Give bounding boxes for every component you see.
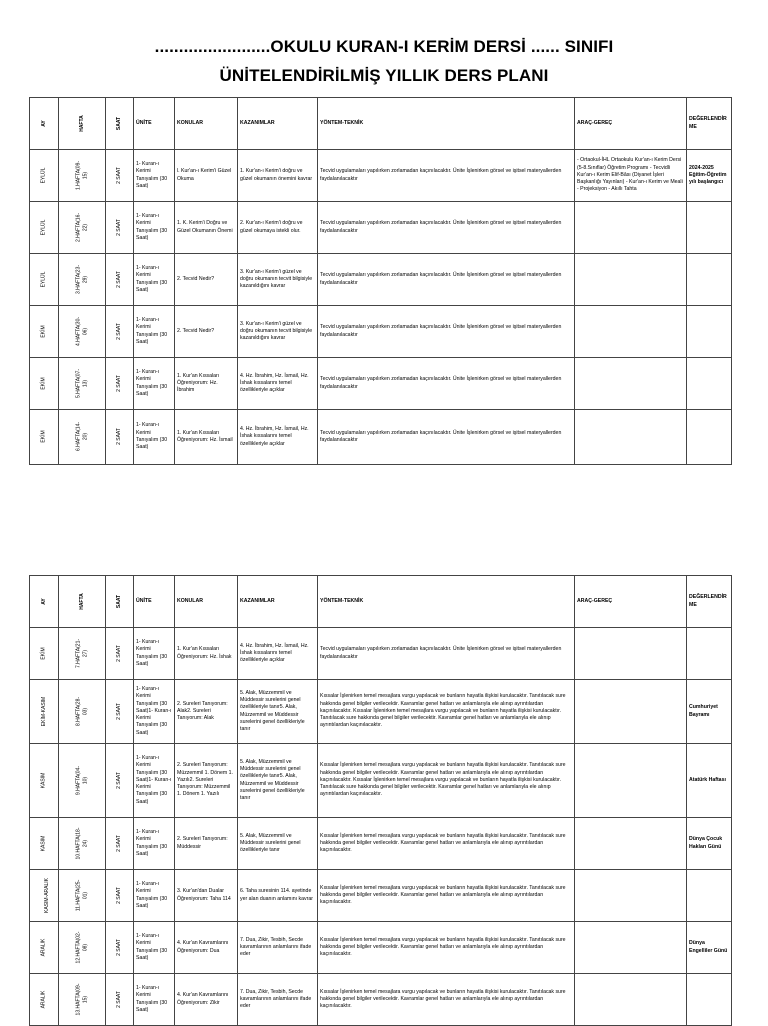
header-saat [106,576,134,628]
header-degerlendirme: DEĞERLENDİRME [687,576,732,628]
cell-saat-text: 2 SAAT [115,374,122,392]
cell-ay [30,150,59,202]
cell-saat-text: 2 SAAT [115,702,122,720]
cell-arac [575,410,687,465]
cell-ay [30,254,59,306]
cell-saat [106,922,134,974]
cell-konu: 2. Sureleri Tanıyorum: Alak2. Sureleri Tanıyorum: Alak [175,680,238,744]
cell-yontem: Tecvid uygulamaları yapılırken zorlamadan kaçınılacaktır. Ünite İşlenirken görsel ve işitsel materyallerden faydalanılacaktır [318,306,575,358]
cell-saat [106,680,134,744]
table-row [30,744,732,818]
cell-arac [575,818,687,870]
cell-hafta-text: 10.HAFTA(18-24) [75,827,88,860]
cell-yontem: Kıssalar İşlenirken temel mesajlara vurgu yapılacak ve bunların hayatla ilişkisi kurulacaktır. Tanıtılacak sure hakkında genel bilgiler verilecektir. Kavramlar genel hatları ve anlamlarıyla ele alınıp ayrıntılardan kaçınılacaktır. [318,870,575,922]
cell-arac [575,744,687,818]
cell-degerlendirme [687,628,732,680]
table-row [30,974,732,1026]
table-row [30,410,732,465]
cell-ay-text: EYLÜL [40,271,47,288]
cell-arac [575,922,687,974]
cell-ay-text: KASIM [40,772,47,789]
table-row [30,870,732,922]
cell-kazanim: 5. Alak, Müzzemmil ve Müddessir surelerini genel özellikleriyle tanır5. Alak, Müzzemmil ve Müddessir surelerini genel özellikleriyle tanır [238,744,318,818]
cell-konu: 2. Sureleri Tanıyorum: Müddessir [175,818,238,870]
cell-yontem: Kıssalar İşlenirken temel mesajlara vurgu yapılacak ve bunların hayatla ilişkisi kurulacaktır. Tanıtılacak sure hakkında genel bilgiler verilecektir. Kavramlar genel hatları ve anlamlarıyla ele alınıp ayrıntılardan kaçınılacaktır. [318,818,575,870]
document-title: ........................OKULU KURAN-I KERİM DERSİ ...... SINIFI [154,37,614,56]
cell-hafta [59,150,106,202]
cell-unite: 1- Kuran-ı Kerimi Tanıyalım (30 Saat) [134,202,175,254]
cell-saat [106,150,134,202]
cell-saat [106,818,134,870]
cell-hafta [59,628,106,680]
table-header-row [30,576,732,628]
cell-hafta-text: 13.HAFTA(09-15) [75,983,88,1016]
cell-konu: 2. Tecvid Nedir? [175,254,238,306]
table-row [30,150,732,202]
cell-ay-text: EYLÜL [40,219,47,236]
cell-saat-text: 2 SAAT [115,166,122,184]
cell-kazanim: 7. Dua, Zikir, Tesbih, Secde kavramlarının anlamlarını ifade eder [238,974,318,1026]
cell-kazanim: 3. Kur'an-ı Kerim'i güzel ve doğru okumanın tecvit bilgisiyle kazanıldığını kavrar [238,306,318,358]
cell-degerlendirme: Atatürk Haftası [687,744,732,818]
cell-ay [30,410,59,465]
cell-hafta-text: 12.HAFTA(02-08) [75,931,88,964]
cell-saat [106,306,134,358]
header-arac-gerec: ARAÇ-GEREÇ [575,98,687,150]
cell-unite: 1- Kuran-ı Kerimi Tanıyalım (30 Saat) [134,870,175,922]
cell-arac [575,628,687,680]
header-yontem-teknik: YÖNTEM-TEKNİK [318,576,575,628]
cell-saat [106,358,134,410]
cell-unite: 1- Kuran-ı Kerimi Tanıyalım (30 Saat) [134,974,175,1026]
cell-hafta-text: 1.HAFTA(09-15) [75,160,88,190]
cell-ay [30,974,59,1026]
header-konular: KONULAR [175,576,238,628]
table-row [30,306,732,358]
cell-ay [30,202,59,254]
cell-saat-text: 2 SAAT [115,428,122,446]
cell-hafta-text: 8.HAFTA(28-03) [75,696,88,726]
cell-hafta-text: 6.HAFTA(14-20) [75,422,88,452]
cell-unite: 1- Kuran-ı Kerimi Tanıyalım (30 Saat)1- Kuran-ı Kerimi Tanıyalım (30 Saat) [134,680,175,744]
cell-kazanim: 4. Hz. İbrahim, Hz. İsmail, Hz. İshak kıssalarını temel özellikleriyle açıklar [238,358,318,410]
cell-arac [575,254,687,306]
cell-kazanim: 3. Kur'an-ı Kerim'i güzel ve doğru okumanın tecvit bilgisiyle kazanıldığını kavrar [238,254,318,306]
header-arac-gerec: ARAÇ-GEREÇ [575,576,687,628]
cell-degerlendirme [687,306,732,358]
cell-yontem: Kıssalar İşlenirken temel mesajlara vurgu yapılacak ve bunların hayatla ilişkisi kurulacaktır. Tanıtılacak sure hakkında genel bilgiler verilecektir. Kavramlar genel hatları ve anlamlarıyla ele alınıp ayrıntılardan kaçınılacaktır. Kıssalar İşlenirken temel mesajlara vurgu yapılacak ve bunların hayatla ilişkisi kurulacaktır. Tanıtılacak sure hakkında genel bilgiler verilecektir. Kavramlar genel hatları ve anlamlarıyla ele alınıp ayrıntılardan kaçınılacaktır. [318,744,575,818]
header-ay-text: AY [40,598,47,605]
cell-hafta [59,202,106,254]
cell-arac [575,358,687,410]
cell-hafta-text: 9.HAFTA(04-10) [75,765,88,795]
cell-hafta-text: 3.HAFTA(23-29) [75,264,88,294]
cell-hafta [59,870,106,922]
cell-saat-text: 2 SAAT [115,938,122,956]
cell-yontem: Tecvid uygulamaları yapılırken zorlamadan kaçınılacaktır. Ünite İşlenirken görsel ve işitsel materyallerden faydalanılacaktır [318,410,575,465]
cell-unite: 1- Kuran-ı Kerimi Tanıyalım (30 Saat) [134,150,175,202]
cell-ay-text: ARALIK [40,990,47,1009]
header-hafta [59,576,106,628]
cell-unite: 1- Kuran-ı Kerimi Tanıyalım (30 Saat) [134,254,175,306]
cell-konu: l. Kur'an-ı Kerim'i Güzel Okuma [175,150,238,202]
header-kazanimlar: KAZANIMLAR [238,98,318,150]
cell-konu: 2. Sureleri Tanıyorum: Müzzemmil 1. Dönem 1. Yazılı2. Sureleri Tanıyorum: Müzzemmil 1. Dönem 1. Yazılı [175,744,238,818]
cell-hafta [59,410,106,465]
cell-kazanim: 7. Dua, Zikir, Tesbih, Secde kavramlarının anlamlarını ifade eder [238,922,318,974]
header-hafta [59,98,106,150]
cell-ay-text: EKİM-KASIM [41,696,48,727]
header-ay [30,98,59,150]
cell-saat-text: 2 SAAT [115,886,122,904]
cell-unite: 1- Kuran-ı Kerimi Tanıyalım (30 Saat) [134,818,175,870]
cell-ay [30,680,59,744]
cell-hafta [59,974,106,1026]
cell-ay-text: ARALIK [40,938,47,957]
cell-arac [575,974,687,1026]
cell-yontem: Kıssalar İşlenirken temel mesajlara vurgu yapılacak ve bunların hayatla ilişkisi kurulacaktır. Tanıtılacak sure hakkında genel bilgiler verilecektir. Kavramlar genel hatları ve anlamlarıyla ele alınıp ayrıntılardan kaçınılacaktır. [318,922,575,974]
cell-ay-text: EKİM [40,377,47,390]
cell-hafta-text: 7.HAFTA(21-27) [75,638,88,668]
cell-yontem: Tecvid uygulamaları yapılırken zorlamadan kaçınılacaktır. Ünite İşlenirken görsel ve işitsel materyallerden faydalanılacaktır [318,254,575,306]
cell-arac [575,870,687,922]
cell-arac [575,306,687,358]
header-konular: KONULAR [175,98,238,150]
header-saat [106,98,134,150]
cell-hafta [59,680,106,744]
cell-hafta [59,358,106,410]
cell-degerlendirme [687,202,732,254]
cell-ay [30,818,59,870]
cell-degerlendirme: 2024-2025 Eğitim-Öğretim yılı başlangıcı [687,150,732,202]
table-row [30,254,732,306]
cell-degerlendirme [687,870,732,922]
header-ay [30,576,59,628]
cell-arac [575,202,687,254]
cell-saat [106,744,134,818]
cell-unite: 1- Kuran-ı Kerimi Tanıyalım (30 Saat) [134,358,175,410]
cell-saat-text: 2 SAAT [115,644,122,662]
cell-degerlendirme [687,254,732,306]
cell-ay [30,628,59,680]
cell-hafta [59,922,106,974]
cell-unite: 1- Kuran-ı Kerimi Tanıyalım (30 Saat) [134,628,175,680]
cell-hafta [59,744,106,818]
cell-arac [575,680,687,744]
header-ay-text: AY [40,120,47,127]
plan-table-1 [29,97,732,465]
header-unite: ÜNİTE [134,98,175,150]
cell-degerlendirme: Cumhuriyet Bayramı [687,680,732,744]
header-yontem-teknik: YÖNTEM-TEKNİK [318,98,575,150]
cell-hafta-text: 2.HAFTA(16-22) [75,212,88,242]
cell-ay-text: KASIM [40,835,47,852]
cell-saat [106,202,134,254]
cell-saat-text: 2 SAAT [115,771,122,789]
cell-konu: 2. Tecvid Nedir? [175,306,238,358]
cell-hafta [59,306,106,358]
cell-saat-text: 2 SAAT [115,270,122,288]
cell-ay [30,358,59,410]
cell-yontem: Tecvid uygulamaları yapılırken zorlamadan kaçınılacaktır. Ünite İşlenirken görsel ve işitsel materyallerden faydalanılacaktır [318,150,575,202]
cell-unite: 1- Kuran-ı Kerimi Tanıyalım (30 Saat) [134,306,175,358]
cell-ay [30,306,59,358]
cell-unite: 1- Kuran-ı Kerimi Tanıyalım (30 Saat) [134,922,175,974]
header-hafta-text: HAFTA [78,115,85,132]
table-row [30,202,732,254]
cell-degerlendirme: Dünya Engelliler Günü [687,922,732,974]
cell-yontem: Tecvid uygulamaları yapılırken zorlamadan kaçınılacaktır. Ünite İşlenirken görsel ve işitsel materyallerden faydalanılacaktır [318,358,575,410]
cell-saat [106,410,134,465]
cell-konu: 1. Kur'an Kıssaları Öğreniyorum: Hz. İsmail [175,410,238,465]
header-hafta-text: HAFTA [78,593,85,610]
cell-yontem: Kıssalar İşlenirken temel mesajlara vurgu yapılacak ve bunların hayatla ilişkisi kurulacaktır. Tanıtılacak sure hakkında genel bilgiler verilecektir. Kavramlar genel hatları ve anlamlarıyla ele alınıp ayrıntılardan kaçınılacaktır. [318,974,575,1026]
cell-degerlendirme [687,410,732,465]
plan-table-2 [29,575,732,1026]
cell-hafta [59,818,106,870]
cell-konu: 4. Kur'an Kavramlarını Öğreniyorum: Zikir [175,974,238,1026]
header-kazanimlar: KAZANIMLAR [238,576,318,628]
cell-degerlendirme [687,974,732,1026]
cell-konu: 1. Kur'an Kıssaları Öğreniyorum: Hz. İshak [175,628,238,680]
cell-kazanim: 2. Kur'an-ı Kerim'i doğru ve güzel okumaya istekli olur. [238,202,318,254]
table-row [30,818,732,870]
cell-yontem: Kıssalar İşlenirken temel mesajlara vurgu yapılacak ve bunların hayatla ilişkisi kurulacaktır. Tanıtılacak sure hakkında genel bilgiler verilecektir. Kavramlar genel hatları ve anlamlarıyla ele alınıp ayrıntılardan kaçınılacaktır. Kıssalar İşlenirken temel mesajlara vurgu yapılacak ve bunların hayatla ilişkisi kurulacaktır. Tanıtılacak sure hakkında genel bilgiler verilecektir. Kavramlar genel hatları ve anlamlarıyla ele alınıp ayrıntılardan kaçınılacaktır. [318,680,575,744]
cell-ay [30,744,59,818]
cell-saat-text: 2 SAAT [115,834,122,852]
table-row [30,358,732,410]
cell-ay-text: EKİM [40,647,47,660]
header-unite: ÜNİTE [134,576,175,628]
cell-saat [106,254,134,306]
header-degerlendirme: DEĞERLENDİRME [687,98,732,150]
cell-ay-text: EYLÜL [40,167,47,184]
cell-unite: 1- Kuran-ı Kerimi Tanıyalım (30 Saat)1- Kuran-ı Kerimi Tanıyalım (30 Saat) [134,744,175,818]
cell-ay-text: EKİM [40,325,47,338]
cell-kazanim: 6. Taha suresinin 114. ayetinde yer alan duanın anlamını kavrar [238,870,318,922]
table-row [30,628,732,680]
cell-unite: 1- Kuran-ı Kerimi Tanıyalım (30 Saat) [134,410,175,465]
table-row [30,922,732,974]
cell-konu: 1. Kur'an Kıssaları Öğreniyorum: Hz. İbrahim [175,358,238,410]
document-subtitle: ÜNİTELENDİRİLMİŞ YILLIK DERS PLANI [219,66,549,85]
cell-saat-text: 2 SAAT [115,322,122,340]
cell-saat [106,628,134,680]
cell-ay-text: EKİM [40,430,47,443]
cell-saat [106,974,134,1026]
table-header-row [30,98,732,150]
cell-kazanim: 4. Hz. İbrahim, Hz. İsmail, Hz. İshak kıssalarını temel özellikleriyle açıklar [238,410,318,465]
cell-konu: 1. K. Kerim'i Doğru ve Güzel Okumanın Önemi [175,202,238,254]
cell-saat-text: 2 SAAT [115,218,122,236]
cell-hafta-text: 4.HAFTA(30-06) [75,316,88,346]
cell-kazanim: 1. Kur'an-ı Kerim'i doğru ve güzel okumanın önemini kavrar [238,150,318,202]
cell-kazanim: 5. Alak, Müzzemmil ve Müddessir surelerini genel özellikleriyle tanır5. Alak, Müzzemmil ve Müddessir surelerini genel özellikleriyle tanır [238,680,318,744]
cell-ay [30,922,59,974]
header-saat-text: SAAT [116,116,122,130]
cell-saat [106,870,134,922]
cell-degerlendirme: Dünya Çocuk Hakları Günü [687,818,732,870]
cell-ay-text: KASIM-ARALIK [44,877,51,913]
cell-kazanim: 4. Hz. İbrahim, Hz. İsmail, Hz. İshak kıssalarını temel özellikleriyle açıklar [238,628,318,680]
cell-konu: 4. Kur'an Kavramlarını Öğreniyorum: Dua [175,922,238,974]
header-saat-text: SAAT [116,594,122,608]
cell-kazanim: 5. Alak, Müzzemmil ve Müddessir surelerini genel özellikleriyle tanır [238,818,318,870]
table-row [30,680,732,744]
cell-hafta-text: 5.HAFTA(07-13) [75,368,88,398]
cell-saat-text: 2 SAAT [115,990,122,1008]
cell-yontem: Tecvid uygulamaları yapılırken zorlamadan kaçınılacaktır. Ünite İşlenirken görsel ve işitsel materyallerden faydalanılacaktır [318,202,575,254]
cell-hafta-text: 11.HAFTA(25-01) [75,879,88,911]
cell-ay [30,870,59,922]
cell-hafta [59,254,106,306]
cell-konu: 3. Kur'an'dan Dualar Öğreniyorum: Taha 114 [175,870,238,922]
cell-degerlendirme [687,358,732,410]
cell-yontem: Tecvid uygulamaları yapılırken zorlamadan kaçınılacaktır. Ünite İşlenirken görsel ve işitsel materyallerden faydalanılacaktır [318,628,575,680]
cell-arac: - Ortaokul-İHL Ortaokulu Kur'an-ı Kerim Dersi (5-8.Sınıflar) Öğretim Programı - Tecvidli Kur'an-ı Kerim Elif-Bâsı (Diyanet İşleri Başkanlığı Yayınları) - Kur'an-ı Kerim ve Meali - Projeksiyon - Akıllı Tahta [575,150,687,202]
